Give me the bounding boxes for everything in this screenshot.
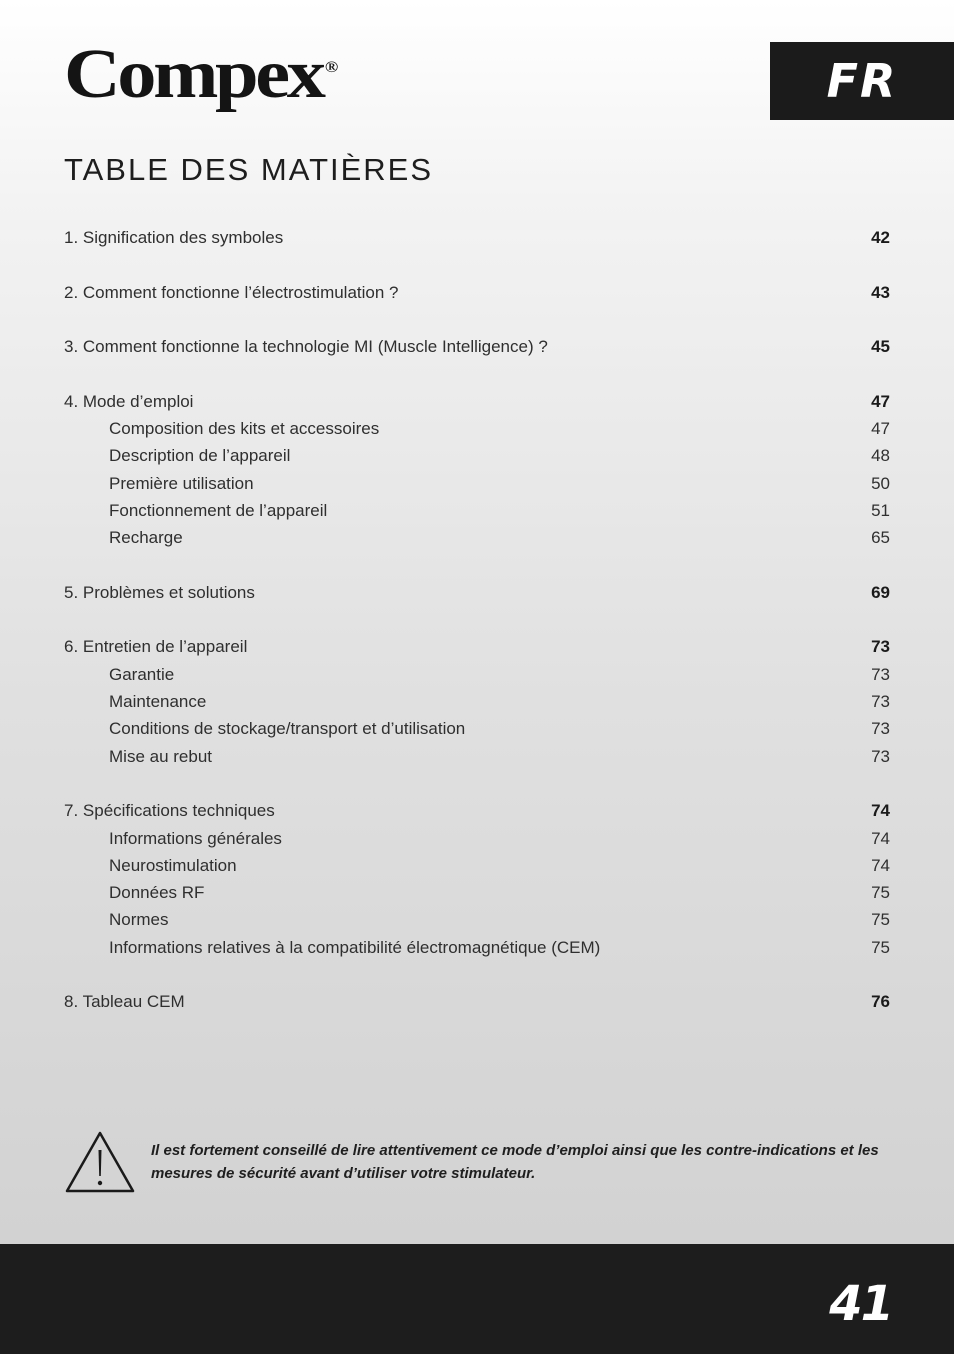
toc-subsection[interactable] — [64, 497, 890, 524]
toc-section[interactable] — [64, 388, 890, 415]
toc-label: Normes — [109, 910, 169, 930]
toc-page-number: 74 — [871, 828, 890, 848]
toc-page-number: 74 — [871, 801, 890, 821]
table-of-contents — [64, 224, 890, 1016]
page-title: TABLE DES MATIÈRES — [64, 152, 434, 187]
toc-page-number: 76 — [871, 992, 890, 1012]
toc-subsection[interactable] — [64, 442, 890, 469]
toc-spacer — [64, 306, 890, 333]
toc-label: 2. Comment fonctionne l’électrostimulation ? — [64, 282, 399, 302]
language-tag: FR — [770, 42, 954, 120]
toc-label: Conditions de stockage/transport et d’utilisation — [109, 719, 466, 739]
toc-page-number: 73 — [871, 664, 890, 684]
toc-page-number: 69 — [871, 582, 890, 602]
toc-label: Mise au rebut — [109, 746, 212, 766]
toc-page-number: 73 — [871, 746, 890, 766]
toc-page-number: 42 — [871, 228, 890, 247]
toc-label: 3. Comment fonctionne la technologie MI (Muscle Intelligence) ? — [64, 337, 548, 357]
toc-section[interactable] — [64, 579, 890, 606]
toc-page-number: 65 — [871, 528, 890, 548]
toc-spacer — [64, 961, 890, 988]
toc-page-number: 47 — [871, 391, 890, 411]
toc-label: 8. Tableau CEM — [64, 992, 185, 1012]
toc-subsection[interactable] — [64, 688, 890, 715]
toc-page-number: 75 — [871, 910, 890, 930]
registered-mark: ® — [324, 59, 339, 76]
warning-triangle-icon — [64, 1130, 136, 1194]
toc-label: 5. Problèmes et solutions — [64, 582, 255, 602]
toc-section[interactable] — [64, 797, 890, 824]
toc-label: Informations relatives à la compatibilité électromagnétique (CEM) — [109, 937, 601, 957]
footer-bar — [0, 1244, 954, 1354]
toc-page-number: 73 — [871, 719, 890, 739]
toc-spacer — [64, 770, 890, 797]
toc-label: 4. Mode d’emploi — [64, 391, 194, 411]
compex-logo — [64, 36, 339, 113]
toc-label: Fonctionnement de l’appareil — [109, 500, 328, 520]
toc-label: Informations générales — [109, 828, 282, 848]
toc-subsection[interactable] — [64, 661, 890, 688]
toc-page-number: 48 — [871, 446, 890, 466]
toc-subsection[interactable] — [64, 934, 890, 961]
toc-label: Recharge — [109, 528, 183, 548]
toc-label: Description de l’appareil — [109, 446, 291, 466]
toc-subsection[interactable] — [64, 743, 890, 770]
toc-subsection[interactable] — [64, 524, 890, 551]
toc-subsection[interactable] — [64, 879, 890, 906]
toc-spacer — [64, 606, 890, 633]
toc-label: Données RF — [109, 883, 205, 903]
toc-section[interactable] — [64, 333, 890, 360]
toc-label: Neurostimulation — [109, 855, 237, 875]
toc-spacer — [64, 360, 890, 387]
page-number: 41 — [829, 1276, 892, 1332]
toc-page-number: 73 — [871, 692, 890, 712]
warning-text: Il est fortement conseillé de lire attentivement ce mode d’emploi ainsi que les contre-indications et les mesures de sécurité avant d’utiliser votre stimulateur. — [151, 1142, 879, 1182]
toc-label: Première utilisation — [109, 473, 254, 493]
toc-subsection[interactable] — [64, 852, 890, 879]
toc-page-number: 73 — [871, 637, 890, 657]
toc-page-number: 43 — [871, 282, 890, 302]
toc-spacer — [64, 552, 890, 579]
toc-section[interactable] — [64, 279, 890, 306]
toc-subsection[interactable] — [64, 906, 890, 933]
toc-subsection[interactable] — [64, 415, 890, 442]
toc-subsection[interactable] — [64, 715, 890, 742]
toc-section[interactable] — [64, 988, 890, 1015]
toc-label: 7. Spécifications techniques — [64, 801, 275, 821]
toc-label: Composition des kits et accessoires — [109, 419, 380, 439]
toc-label: Maintenance — [109, 692, 207, 712]
brand-name: Compex — [64, 36, 323, 113]
toc-section[interactable] — [64, 224, 890, 251]
toc-label: 6. Entretien de l’appareil — [64, 637, 248, 657]
toc-page-number: 75 — [871, 937, 890, 957]
toc-section[interactable] — [64, 633, 890, 660]
toc-page-number: 74 — [871, 855, 890, 875]
toc-page-number: 75 — [871, 883, 890, 903]
toc-subsection[interactable] — [64, 470, 890, 497]
toc-label: Garantie — [109, 664, 175, 684]
toc-subsection[interactable] — [64, 825, 890, 852]
toc-spacer — [64, 251, 890, 278]
toc-page-number: 50 — [871, 473, 890, 493]
toc-page-number: 51 — [871, 500, 890, 520]
toc-label: 1. Signification des symboles — [64, 228, 284, 247]
toc-page-number: 45 — [871, 337, 890, 357]
toc-page-number: 47 — [871, 419, 890, 439]
